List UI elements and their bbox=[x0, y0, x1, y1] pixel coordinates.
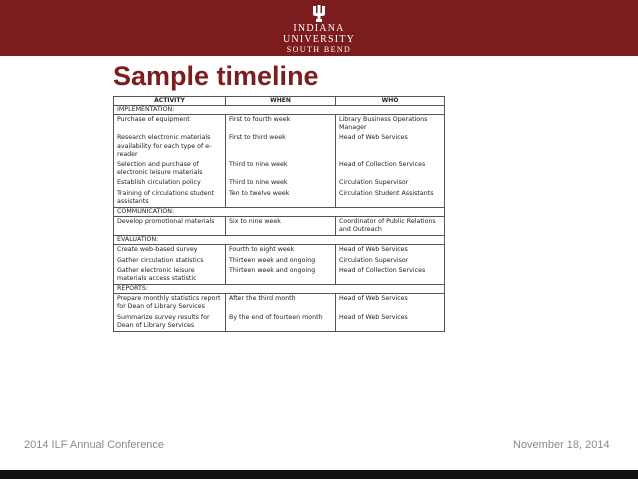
table-header-row bbox=[114, 97, 445, 106]
section-row-implementation bbox=[114, 106, 445, 115]
slide-title: Sample timeline bbox=[113, 61, 319, 91]
table-row bbox=[114, 160, 445, 178]
column-header-when: WHEN bbox=[226, 97, 336, 106]
who-cell: Circulation Student Assistants bbox=[336, 189, 445, 208]
table-row bbox=[114, 178, 445, 188]
who-cell: Library Business Operations Manager bbox=[336, 115, 445, 134]
table-row bbox=[114, 313, 445, 332]
when-cell: By the end of fourteen month bbox=[226, 313, 336, 332]
activity-cell: Create web-based survey bbox=[114, 245, 226, 256]
table-row bbox=[114, 133, 445, 160]
when-cell: Third to nine week bbox=[226, 178, 336, 188]
iu-south-bend-logo bbox=[256, 4, 382, 54]
when-cell: First to third week bbox=[226, 133, 336, 160]
activity-cell: Prepare monthly statistics report for Dean of Library Services bbox=[114, 294, 226, 313]
activity-cell: Gather circulation statistics bbox=[114, 256, 226, 266]
activity-cell: Summarize survey results for Dean of Library Services bbox=[114, 313, 226, 332]
when-cell: Third to nine week bbox=[226, 160, 336, 178]
logo-line-2: SOUTH BEND bbox=[286, 45, 352, 54]
bottom-bar bbox=[0, 470, 638, 479]
logo-line-1: INDIANA UNIVERSITY bbox=[283, 23, 355, 45]
table-row bbox=[114, 189, 445, 208]
table-row bbox=[114, 115, 445, 134]
table-row bbox=[114, 217, 445, 236]
who-cell: Head of Collection Services bbox=[336, 266, 445, 285]
section-row-reports bbox=[114, 285, 445, 294]
table-row bbox=[114, 245, 445, 256]
column-header-activity: ACTIVITY bbox=[114, 97, 226, 106]
activity-cell: Develop promotional materials bbox=[114, 217, 226, 236]
who-cell: Head of Web Services bbox=[336, 133, 445, 160]
activity-cell: Establish circulation policy bbox=[114, 178, 226, 188]
who-cell: Head of Web Services bbox=[336, 313, 445, 332]
who-cell: Head of Web Services bbox=[336, 294, 445, 313]
when-cell: Ten to twelve week bbox=[226, 189, 336, 208]
section-row-communication bbox=[114, 208, 445, 217]
when-cell: Thirteen week and ongoing bbox=[226, 266, 336, 285]
who-cell: Head of Web Services bbox=[336, 245, 445, 256]
footer-conference: 2014 ILF Annual Conference bbox=[24, 439, 165, 451]
when-cell: Six to nine week bbox=[226, 217, 336, 236]
header-bar bbox=[0, 0, 638, 56]
when-cell: Thirteen week and ongoing bbox=[226, 256, 336, 266]
section-label: EVALUATION: bbox=[114, 236, 445, 245]
activity-cell: Training of circulations student assistants bbox=[114, 189, 226, 208]
section-label: COMMUNICATION: bbox=[114, 208, 445, 217]
section-label: REPORTS: bbox=[114, 285, 445, 294]
column-header-who: WHO bbox=[336, 97, 445, 106]
activity-cell: Purchase of equipment bbox=[114, 115, 226, 134]
activity-cell: Research electronic materials availability for each type of e-reader bbox=[114, 133, 226, 160]
iu-trident-icon bbox=[313, 4, 325, 22]
when-cell: After the third month bbox=[226, 294, 336, 313]
activity-cell: Selection and purchase of electronic leisure materials bbox=[114, 160, 226, 178]
activity-cell: Gather electronic leisure materials access statistic bbox=[114, 266, 226, 285]
timeline-table bbox=[113, 96, 445, 332]
table-row bbox=[114, 294, 445, 313]
footer-date: November 18, 2014 bbox=[513, 439, 610, 451]
table-row bbox=[114, 256, 445, 266]
who-cell: Circulation Supervisor bbox=[336, 256, 445, 266]
section-label: IMPLEMENTATION: bbox=[114, 106, 445, 115]
who-cell: Head of Collection Services bbox=[336, 160, 445, 178]
who-cell: Coordinator of Public Relations and Outreach bbox=[336, 217, 445, 236]
table-row bbox=[114, 266, 445, 285]
when-cell: First to fourth week bbox=[226, 115, 336, 134]
section-row-evaluation bbox=[114, 236, 445, 245]
who-cell: Circulation Supervisor bbox=[336, 178, 445, 188]
when-cell: Fourth to eight week bbox=[226, 245, 336, 256]
